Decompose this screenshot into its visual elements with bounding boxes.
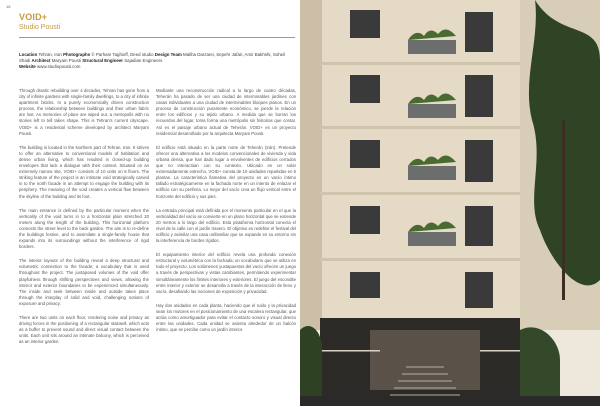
window (350, 75, 380, 103)
location-value: Tehran, Iran (38, 52, 62, 57)
article-subtitle: Studio Pousti (19, 24, 61, 31)
building-photo (300, 0, 600, 406)
paragraph-en-1: Through drastic rebuilding over 4 decades, Tehran has gone from a city of infinite gardens with single-family dwellings, to a city of infinite apartment blocks. In a purely economically driven construction process, the relationship between buildings and their urban fabric are lost. As memories of place are wiped out, a metropolis with no stories left to tell takes shape. This is Tehran's current cityscape. VOID+ is a residential scheme developed by architect Maryam Pousti. (19, 88, 149, 136)
design-team-value: Maliha Darzarei, Sepehr Jafari, Amir Bakhshi, Soheil Shadi (19, 52, 286, 64)
building-photo-illustration (300, 0, 600, 406)
article-header (19, 12, 294, 38)
balcony-planter (408, 232, 456, 246)
paragraph-es-1: Mediante una reconstrucción radical a lo largo de cuatro décadas, Teherán ha pasado de ser una ciudad de interminables jardines con casas individuales a una ciudad de interminables bloques planos. En un proceso de construcción puramente económico, se pierde la relación entre los edificios y su tejido urbano. A medida que se borran los recuerdos del lugar, toma forma una metrópolis sin historias que contar. Así es el paisaje urbano actual de Teherán. VOID+ es un proyecto residencial desarrollado por la arquitecta Maryam Pousti. (156, 88, 296, 136)
paragraph-es-4: El equipamiento interior del edificio revela una profunda conexión estructural y volumétrica con la fachada; un vocabulario que se utiliza en todo el proyecto. Los volúmenes yuxtapuestos del vacío ofrecen un juego a través de perspectivas y vistas cambiantes, permitiendo experimentar simultáneamente los límites interiores y exteriores. El juego del escondite entre interior y exterior se desarrolla a través de la interacción de lleno y vacío, desafiando las nociones de exposición y privacidad. (156, 252, 296, 294)
structural-engineer-value: Sajadian Engineers (124, 58, 163, 64)
paragraph-en-2: The building is located in the Northern part of Tehran, Iran. It strives to offer an alternative to conventional models of habitation and dense urban living, which has resulted in closed-up building envelopes that lack a dialogue with their context. Situated on an extremely narrow site, VOID+ consists of 10 units on 5 floors. The striking feature of the project is an intimate void strategically carved in to the north facade in an attempt to engage the building with its periphery. The meaning of the void creates a vertical flow between the skyline of the building and its foot. (19, 144, 149, 199)
tree-trunk (562, 120, 565, 300)
window (465, 12, 493, 52)
website-label: Website (19, 64, 36, 70)
architect-label: Architect (31, 58, 51, 64)
ground (300, 396, 600, 406)
website-value[interactable]: www.studiopousti.com (37, 64, 81, 70)
window (350, 10, 380, 38)
page-number: 16 (6, 4, 11, 9)
left-building-edge (300, 0, 322, 330)
project-credits (19, 52, 295, 71)
window (350, 206, 380, 234)
balcony-planter (408, 104, 456, 118)
paragraph-en-3: The main entrance is defined by the particular moment when the verticality of the void turns in to a horizontal plain stretched 20 meters along the length of the building. This horizontal platform connects the street level to the back garden. The aim is to re-define the buildings festive, and to assimilate a single-family house that expands into its surroundings without the interference of rigid borders. (19, 207, 149, 250)
article-title: VOID+ (19, 12, 48, 22)
photographs-label: Photographs (63, 52, 91, 57)
balcony-planter (408, 166, 456, 180)
paragraph-es-3: La entrada principal está definida por el momento particular en el que la verticalidad del vacío se convierte en un plano horizontal que se extiende 20 metros a lo largo del edificio. Esta plataforma horizontal conecta el nivel de la calle con el jardín trasero. El objetivo es redefinir el festival del edificio y asimilar una casa unifamiliar que se expande en su entorno sin la interferencia de bordes rígidos. (156, 207, 296, 244)
paragraph-en-5: There are two units on each floor, rendering noise and privacy as driving forces in the positioning of a rectangular stairwell, which acts as a buffer to prevent sound and direct visual contact between the units. Each unit sits around an intimate balcony, which is perceived as an interior garden. (19, 315, 149, 345)
window (465, 75, 493, 117)
window (465, 272, 493, 308)
window (350, 272, 380, 298)
structural-engineer-label: Structural Engineer (82, 58, 123, 64)
english-text-column (19, 88, 149, 353)
header-divider (19, 37, 295, 38)
window (465, 140, 493, 182)
window (465, 206, 493, 246)
design-team-label: Design Team (154, 52, 182, 57)
location-label: Location (19, 52, 38, 57)
paragraph-es-2: El edificio está situado en la parte norte de Teherán (Irán). Pretende ofrecer una alternativa a los modelos convencionales de vivienda y vida urbana densa, que han dado lugar a envolventes de edificios cerrados que no interactúan con su contexto. Ubicado en un solar extremadamente estrecho, VOID+ consta de 10 unidades repartidas en 5 plantas. La característica llamativa del proyecto es un vacío íntimo tallado estratégicamente en la fachada norte en un intento de enlazar el edificio con su periferia. Lo mejor del vacío crea un flujo vertical entre el horizonte del edificio y sus pies. (156, 144, 296, 199)
tree-foliage-left (300, 326, 322, 406)
balcony-planter (408, 40, 456, 54)
architect-value: Maryam Pousti (51, 58, 82, 64)
photographs-value: © Parham Taghioff, Deed studio (91, 52, 154, 57)
window (350, 140, 380, 168)
paragraph-en-4: The interior layouts of the building reveal a deep structural and volumetric connection to the facade; a vocabulary that is used throughout the project. The juxtaposed volumes of the void offer playfulness through shifting perspectives and views, allowing the interior and exterior boundaries to be experienced simultaneously. The inside and seek between inside and outside takes place through the interplay of solid and void, challenging notions of exposure and privacy. (19, 258, 149, 306)
paragraph-es-5: Hay dos unidades en cada planta, haciendo que el ruido y la privacidad sean los motores en el posicionamiento de una escalera rectangular, que actúa como amortiguador para evitar el contacto sonoro y visual directo entre las unidades. Cada unidad se asienta alrededor de un balcón íntimo, que se percibe como un jardín interior. (156, 302, 296, 333)
spanish-text-column (156, 88, 296, 341)
